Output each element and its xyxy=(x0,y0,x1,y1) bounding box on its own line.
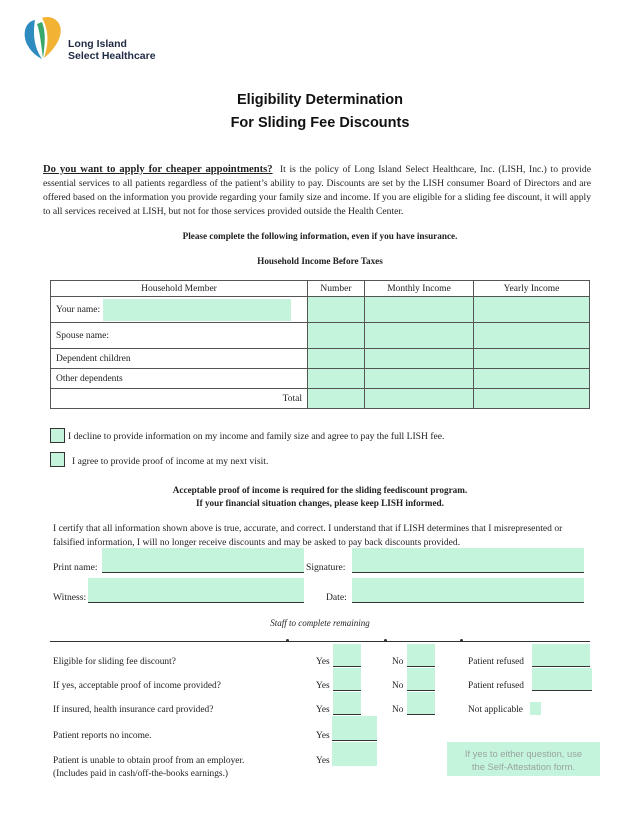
note-line1: If yes to either question, use xyxy=(464,748,583,759)
date-label: Date: xyxy=(326,592,347,603)
total-monthly-input[interactable] xyxy=(365,389,474,409)
agree-label: I agree to provide proof of income at my next visit. xyxy=(72,456,269,467)
yes-label: Yes xyxy=(316,731,330,741)
insurance-no-input[interactable] xyxy=(407,692,435,715)
col-number: Number xyxy=(308,281,365,297)
proof-notice-line2: If your financial situation changes, please keep LISH informed. xyxy=(196,498,444,508)
total-label: Total xyxy=(282,393,302,404)
table-row xyxy=(51,349,590,369)
divider-dot xyxy=(460,639,463,642)
your-yearly-input[interactable] xyxy=(474,297,590,323)
eligible-yes-input[interactable] xyxy=(333,644,361,667)
witness-label: Witness: xyxy=(53,592,87,603)
table-row xyxy=(51,369,590,389)
col-yearly-income: Yearly Income xyxy=(474,281,590,297)
table-header-row xyxy=(51,281,590,297)
logo-mark-icon xyxy=(22,14,66,60)
refused-label: Patient refused xyxy=(468,657,524,667)
divider-dot xyxy=(384,639,387,642)
decline-label: I decline to provide information on my income and family size and agree to pay the full LISH fee. xyxy=(68,431,445,442)
row-label: Dependent children xyxy=(56,353,131,364)
print-name-label: Print name: xyxy=(53,562,98,573)
signature-input[interactable] xyxy=(352,548,584,573)
note-line2: the Self-Attestation form. xyxy=(471,761,576,772)
proof-no-input[interactable] xyxy=(407,668,435,691)
not-applicable-label: Not applicable xyxy=(468,705,523,715)
yes-label: Yes xyxy=(316,705,330,715)
decline-checkbox[interactable] xyxy=(50,428,65,443)
witness-input[interactable] xyxy=(88,578,304,603)
children-monthly-input[interactable] xyxy=(365,349,474,369)
table-row xyxy=(51,389,590,409)
table-row xyxy=(51,297,590,323)
insurance-na-input[interactable] xyxy=(530,702,541,715)
eligible-refused-input[interactable] xyxy=(532,644,590,667)
print-name-input[interactable] xyxy=(102,548,304,573)
no-label: No xyxy=(392,705,404,715)
proof-yes-input[interactable] xyxy=(333,668,361,691)
row-label: Other dependents xyxy=(56,373,123,384)
staff-heading: Staff to complete remaining xyxy=(270,618,370,628)
refused-label: Patient refused xyxy=(468,681,524,691)
q-insurance-card: If insured, health insurance card provided? xyxy=(53,705,214,715)
your-name-input[interactable] xyxy=(103,299,291,321)
table-row xyxy=(51,323,590,349)
q-unable-proof-note: (Includes paid in cash/off-the-books earnings.) xyxy=(53,769,229,779)
your-monthly-input[interactable] xyxy=(365,297,474,323)
other-yearly-input[interactable] xyxy=(474,369,590,389)
eligible-no-input[interactable] xyxy=(407,644,435,667)
q-proof-provided: If yes, acceptable proof of income provided? xyxy=(53,681,221,691)
logo-line1: Long Island xyxy=(68,38,127,50)
q-unable-proof: Patient is unable to obtain proof from an employer. xyxy=(53,756,245,766)
other-monthly-input[interactable] xyxy=(365,369,474,389)
spouse-yearly-input[interactable] xyxy=(474,323,590,349)
spouse-number-input[interactable] xyxy=(308,323,365,349)
row-dependent-children xyxy=(51,349,308,369)
income-table xyxy=(50,280,590,409)
instruction: Please complete the following information, even if you have insurance. xyxy=(182,231,458,241)
row-label: Spouse name: xyxy=(56,330,110,341)
unable-proof-yes-input[interactable] xyxy=(332,742,377,766)
logo-line2: Select Healthcare xyxy=(68,50,156,62)
proof-notice-line1: Acceptable proof of income is required for the sliding feediscount program. xyxy=(172,485,468,495)
children-number-input[interactable] xyxy=(308,349,365,369)
row-label: Your name: xyxy=(56,304,101,315)
yes-label: Yes xyxy=(316,756,330,766)
children-yearly-input[interactable] xyxy=(474,349,590,369)
logo xyxy=(22,14,162,64)
q-no-income: Patient reports no income. xyxy=(53,731,152,741)
signature-label: Signature: xyxy=(306,562,346,573)
col-monthly-income: Monthly Income xyxy=(365,281,474,297)
page-title: Eligibility Determination xyxy=(237,92,403,108)
proof-refused-input[interactable] xyxy=(532,668,592,691)
divider-dot xyxy=(286,639,289,642)
other-number-input[interactable] xyxy=(308,369,365,389)
no-label: No xyxy=(392,681,404,691)
your-number-input[interactable] xyxy=(308,297,365,323)
date-input[interactable] xyxy=(352,578,584,603)
intro-text: It is the policy of Long Island Select Healthcare, Inc. (LISH, Inc.) to provide essential services to all patients regardless of the patient’s ability to pay. Discounts are set by the LISH consumer Board of Directors and are offered based on the information you provide regarding your family size and income. If you are eligible for a sliding fee discount, it will apply to all services received at LISH, but not for those services provided outside the Health Center. xyxy=(43,164,591,217)
row-total xyxy=(51,389,308,409)
staff-divider xyxy=(50,641,590,642)
self-attestation-note xyxy=(447,742,600,776)
col-household-member: Household Member xyxy=(51,281,308,297)
q-eligible: Eligible for sliding fee discount? xyxy=(53,657,176,667)
spouse-monthly-input[interactable] xyxy=(365,323,474,349)
intro-question: Do you want to apply for cheaper appointments? xyxy=(43,164,273,175)
intro-paragraph xyxy=(43,163,591,219)
yes-label: Yes xyxy=(316,681,330,691)
total-yearly-input[interactable] xyxy=(474,389,590,409)
row-other-dependents xyxy=(51,369,308,389)
no-label: No xyxy=(392,657,404,667)
table-caption: Household Income Before Taxes xyxy=(257,256,383,266)
insurance-yes-input[interactable] xyxy=(333,692,361,715)
total-number-input[interactable] xyxy=(308,389,365,409)
row-spouse-name xyxy=(51,323,308,349)
no-income-yes-input[interactable] xyxy=(332,716,377,741)
yes-label: Yes xyxy=(316,657,330,667)
agree-checkbox[interactable] xyxy=(50,452,65,467)
row-your-name xyxy=(51,297,308,323)
certify-text: I certify that all information shown above is true, accurate, and correct. I understand that if LISH determines that I misrepresented or falsified information, I will no longer receive discounts and may be asked to pay back discounts provided. xyxy=(53,523,563,548)
page-subtitle: For Sliding Fee Discounts xyxy=(230,115,410,131)
